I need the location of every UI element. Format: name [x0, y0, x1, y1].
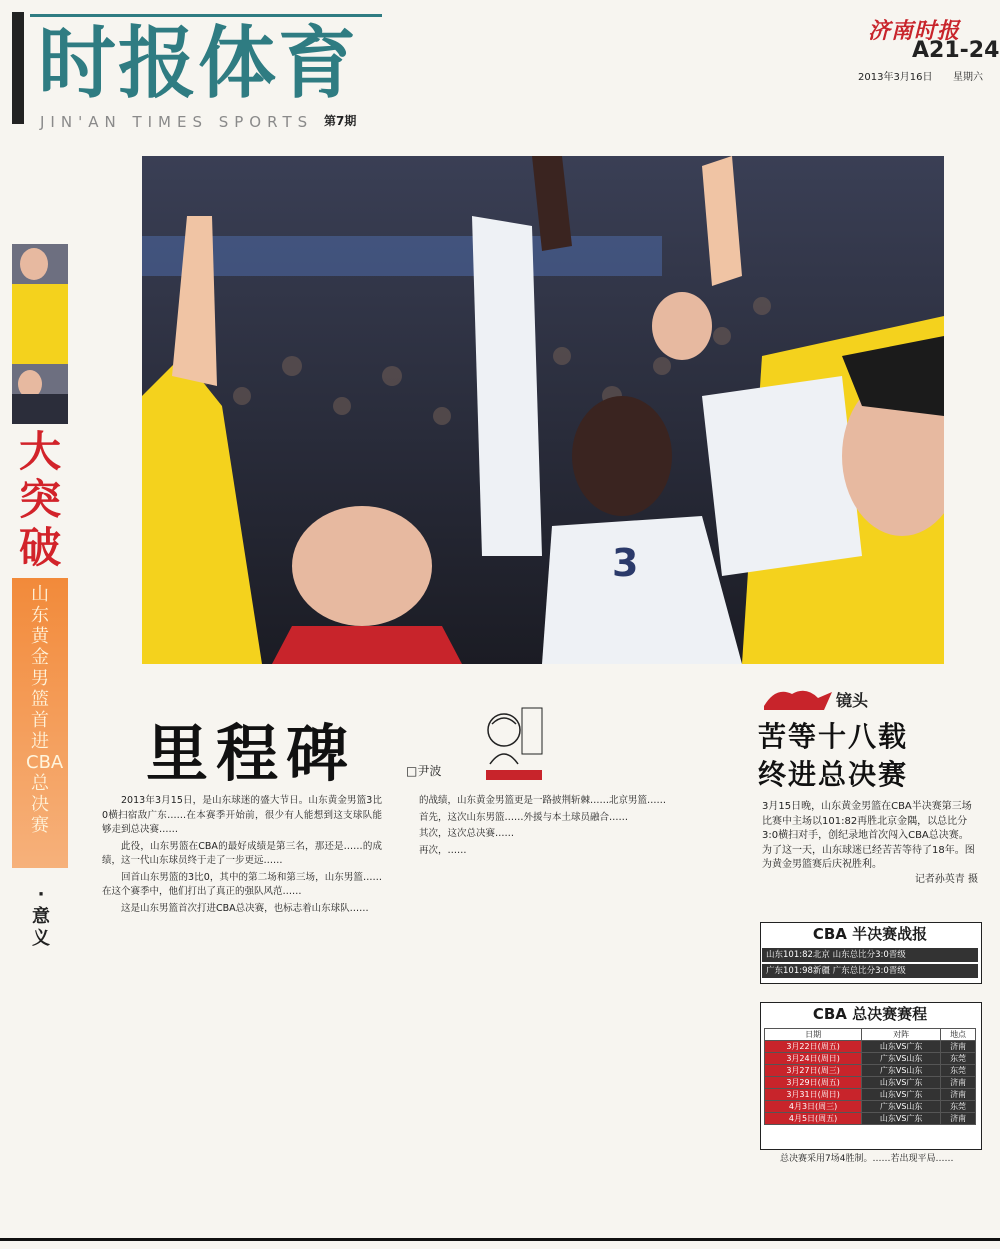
article-paragraph: 此役，山东男篮在CBA的最好成绩是第三名，那还是……的成绩，这一代山东球员终于走了一步更远…… [102, 840, 382, 866]
semifinal-result-row: 山东101:82北京 山东总比分3:0晋级 [762, 948, 978, 962]
table-row [765, 1089, 976, 1101]
sidebar-caption: 3月15日晚，山东黄金男篮在CBA半决赛第三场比赛中主场以101:82再胜北京金隅，以总比分3:0横扫对手，创纪录地首次闯入CBA总决赛。为了这一天，山东球迷已经苦苦等待了18年。图为黄金男篮赛后庆祝胜利。 [762, 801, 975, 870]
celebration-photo-image [142, 156, 944, 664]
sidebar-headline-line-1: 苦等十八载 [758, 720, 909, 753]
finals-note: 总决赛采用7场4胜制。……若出现平局…… [780, 1154, 954, 1164]
game-matchup: 山东VS广东 [862, 1041, 941, 1053]
page-range: A21-24 [912, 38, 1000, 63]
article-body-column-2 [400, 794, 690, 860]
game-date: 4月5日(周五) [765, 1113, 862, 1125]
sidebar-body [762, 800, 978, 887]
spine-photo-image [12, 244, 68, 424]
article-paragraph: 2013年3月15日，是山东球迷的盛大节日。山东黄金男篮3比0横扫宿敌广东……在本赛季开始前，很少有人能想到这支球队能够走到总决赛…… [102, 795, 382, 835]
spine-headline: 大突破 [18, 427, 61, 572]
table-row [765, 1041, 976, 1053]
game-date: 3月22日(周五) [765, 1041, 862, 1053]
masthead-bar [12, 12, 24, 124]
sidebar-kicker: 镜头 [836, 691, 869, 710]
masthead-rule [30, 14, 382, 17]
column-header-matchup: 对阵 [862, 1029, 941, 1041]
sidebar-headline [758, 718, 908, 794]
game-venue: 东莞 [941, 1053, 976, 1065]
article-headline: 里程碑 [146, 717, 357, 790]
article-paragraph: 这是山东男篮首次打进CBA总决赛，也标志着山东球队…… [121, 902, 369, 914]
table-row [765, 1113, 976, 1125]
game-venue: 济南 [941, 1041, 976, 1053]
game-matchup: 广东VS山东 [862, 1065, 941, 1077]
finals-schedule-title: CBA 总决赛赛程 [812, 1005, 928, 1023]
game-matchup: 广东VS山东 [862, 1053, 941, 1065]
column-header-date: 日期 [765, 1029, 862, 1041]
game-venue: 济南 [941, 1089, 976, 1101]
table-row [765, 1053, 976, 1065]
issue-weekday: 星期六 [953, 72, 983, 83]
masthead-title: 时报体育 [38, 18, 359, 109]
table-row [765, 1101, 976, 1113]
table-row [765, 1077, 976, 1089]
photo-credit: 记者孙英青 摄 [914, 873, 978, 885]
table-row [765, 1065, 976, 1077]
svg-text:3: 3 [612, 541, 639, 585]
game-matchup: 广东VS山东 [862, 1101, 941, 1113]
article-paragraph: 再次，…… [419, 844, 467, 856]
game-matchup: 山东VS广东 [862, 1089, 941, 1101]
game-matchup: 山东VS广东 [862, 1113, 941, 1125]
game-date: 4月3日(周三) [765, 1101, 862, 1113]
newspaper-logo: 济南时报 [868, 18, 961, 44]
issue-number: 第7期 [324, 114, 357, 128]
article-body-column-1 [102, 794, 382, 918]
article-byline: □尹波 [406, 764, 442, 778]
game-venue: 东莞 [941, 1065, 976, 1077]
article-paragraph: 回首山东男篮的3比0，其中的第二场和第三场，山东男篮……在这个赛季中，他们打出了真正的强队风范…… [102, 871, 382, 897]
game-date: 3月27日(周三) [765, 1065, 862, 1077]
semifinal-result-row: 广东101:98新疆 广东总比分3:0晋级 [762, 964, 978, 978]
semifinal-title: CBA 半决赛战报 [812, 925, 928, 943]
game-matchup: 山东VS广东 [862, 1077, 941, 1089]
masthead-subtitle: JIN'AN TIMES SPORTS [40, 113, 314, 131]
spine [12, 244, 68, 984]
columnist-portrait-icon [482, 704, 546, 784]
table-header-row [765, 1029, 976, 1041]
game-date: 3月24日(周日) [765, 1053, 862, 1065]
kicker-logo-icon [762, 684, 834, 712]
bottom-rule [0, 1238, 1000, 1241]
finals-schedule-table [764, 1028, 976, 1125]
issue-date: 2013年3月16日 [858, 72, 933, 83]
article-paragraph: 首先，这次山东男篮……外援与本土球员融合…… [419, 811, 629, 823]
article-paragraph: 的战绩，山东黄金男篮更是一路披荆斩棘……北京男篮…… [419, 795, 667, 806]
game-venue: 东莞 [941, 1101, 976, 1113]
game-date: 3月31日(周日) [765, 1089, 862, 1101]
sidebar-headline-line-2: 终进总决赛 [758, 758, 909, 791]
game-venue: 济南 [941, 1077, 976, 1089]
article-paragraph: 其次，这次总决赛…… [419, 828, 515, 839]
column-header-venue: 地点 [941, 1029, 976, 1041]
game-date: 3月29日(周五) [765, 1077, 862, 1089]
main-photo [142, 156, 944, 664]
game-venue: 济南 [941, 1113, 976, 1125]
spine-deck: 山东黄金男篮首进CBA总决赛 [26, 584, 64, 836]
spine-source: ·意义 [32, 884, 50, 949]
